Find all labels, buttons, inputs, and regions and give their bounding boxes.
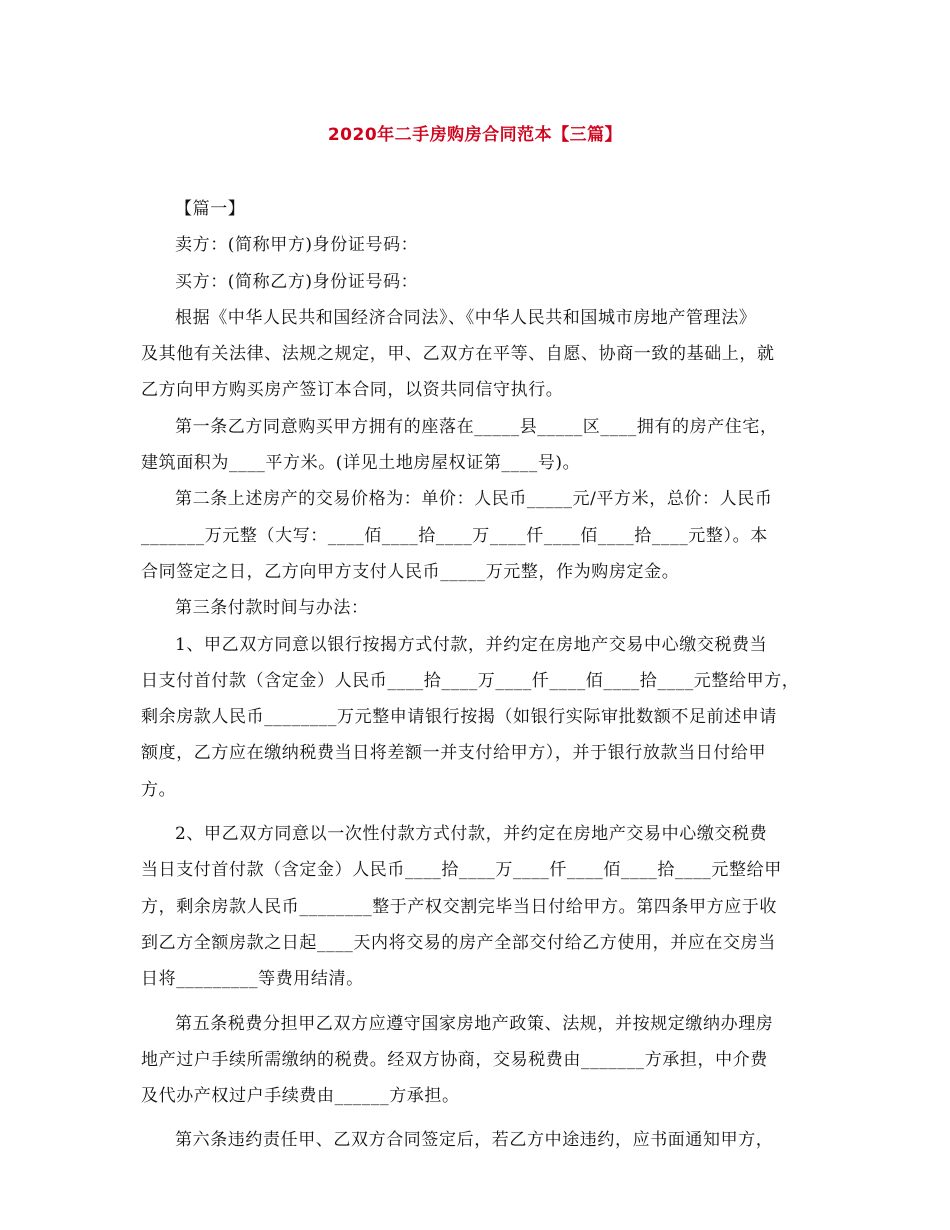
text-line: 第五条税费分担甲乙双方应遵守国家房地产政策、法规，并按规定缴纳办理房 [175, 1013, 774, 1034]
text-line: 地产过户手续所需缴纳的税费。经双方协商，交易税费由_______方承担，中介费 [141, 1049, 768, 1070]
text-line: 到乙方全额房款之日起____天内将交易的房产全部交付给乙方使用，并应在交房当 [141, 932, 776, 953]
text-line: 【篇一】 [175, 199, 246, 219]
text-line: 方。 [141, 779, 177, 800]
text-line: 乙方向甲方购买房产签订本合同，以资共同信守执行。 [141, 380, 564, 401]
paragraph-gap [141, 998, 813, 1006]
paragraph-gap [141, 1114, 813, 1122]
text-line: 1、甲乙双方同意以银行按揭方式付款，并约定在房地产交易中心缴交税费当 [175, 634, 768, 655]
document-body [141, 191, 813, 1159]
text-line: 第一条乙方同意购买甲方拥有的座落在_____县_____区____拥有的房产住宅， [175, 416, 778, 437]
text-line: 及其他有关法律、法规之规定，甲、乙双方在平等、自愿、协商一致的基础上，就 [141, 344, 775, 365]
text-line: 日支付首付款（含定金）人民币____拾____万____仟____佰____拾____元整给甲方， [141, 670, 800, 691]
document-title: 2020年二手房购房合同范本【三篇】 [327, 125, 623, 145]
text-line: 2、甲乙双方同意以一次性付款方式付款，并约定在房地产交易中心缴交税费 [175, 824, 768, 845]
text-line: 方，剩余房款人民币________整于产权交割完毕当日付给甲方。第四条甲方应于收 [141, 896, 777, 917]
text-line: 第六条违约责任甲、乙双方合同签定后，若乙方中途违约，应书面通知甲方， [175, 1130, 774, 1151]
paragraph-gap [141, 808, 813, 816]
text-line: 第二条上述房产的交易价格为：单价：人民币_____元/平方米，总价：人民币 [175, 489, 773, 510]
text-line: 剩余房款人民币________万元整申请银行按揭（如银行实际审批数额不足前述申请 [141, 707, 777, 728]
text-line: 额度，乙方应在缴纳税费当日将差额一并支付给甲方），并于银行放款当日付给甲 [141, 743, 767, 764]
text-line: 日将_________等费用结清。 [141, 969, 364, 990]
text-line: 合同签定之日，乙方向甲方支付人民币_____万元整，作为购房定金。 [141, 561, 680, 582]
text-line: _______万元整（大写：____佰____拾____万____仟____佰____拾____元整）。本 [141, 525, 768, 546]
text-line: 第三条付款时间与办法： [175, 598, 369, 619]
text-line: 根据《中华人民共和国经济合同法》、《中华人民共和国城市房地产管理法》 [175, 307, 757, 328]
text-line: 及代办产权过户手续费由______方承担。 [141, 1086, 460, 1107]
text-line: 买方：(简称乙方)身份证号码： [175, 271, 419, 292]
text-line: 当日支付首付款（含定金）人民币____拾____万____仟____佰____拾____元整给甲 [141, 860, 782, 881]
text-line: 卖方：(简称甲方)身份证号码： [175, 235, 419, 256]
text-line: 建筑面积为____平方米。(详见土地房屋权证第____号)。 [141, 453, 581, 474]
